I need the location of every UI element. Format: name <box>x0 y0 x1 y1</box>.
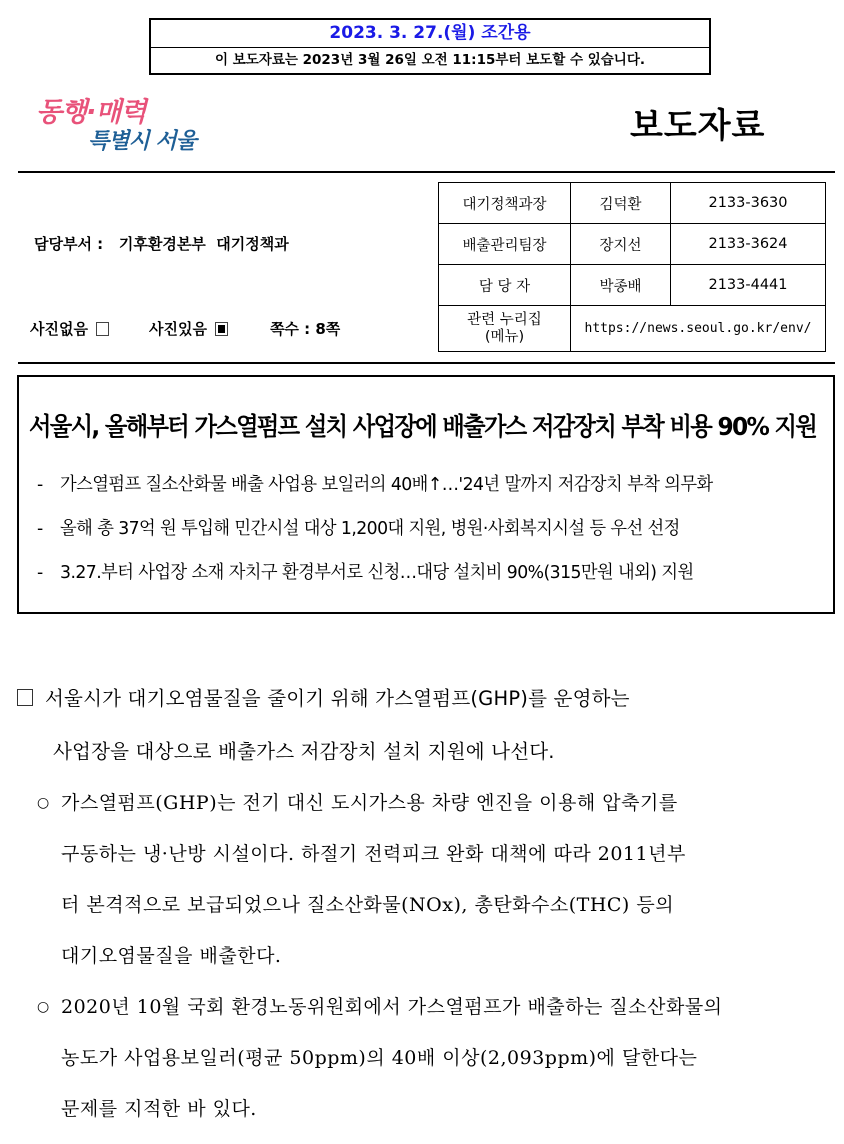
lead-line: 서울시가 대기오염물질을 줄이기 위해 가스열펌프(GHP)를 운영하는 <box>45 687 630 710</box>
department-value: 기후환경본부 대기정책과 <box>118 235 289 253</box>
contact-role: 배출관리팀장 <box>439 224 571 265</box>
bullet-line: 가스열펌프(GHP)는 전기 대신 도시가스용 차량 엔진을 이용해 압축기를 <box>61 792 678 814</box>
table-row <box>439 183 826 224</box>
table-row <box>439 306 826 352</box>
contact-name: 장지선 <box>571 224 671 265</box>
summary-point-text: 3.27.부터 사업장 소재 자치구 환경부서로 신청…대당 설치비 90%(315만원 내외) 지원 <box>60 562 694 583</box>
circle-bullet-icon: ○ <box>37 795 50 811</box>
header-divider-bottom <box>18 362 835 364</box>
photo-info <box>30 318 340 339</box>
contact-name: 김덕환 <box>571 183 671 224</box>
table-row <box>439 265 826 306</box>
related-site-label-line2: (메뉴) <box>484 328 525 345</box>
square-bullet-icon <box>17 689 33 706</box>
embargo-date: 2023. 3. 27.(월) 조간용 <box>151 20 709 48</box>
logo-line1: 동행·매력 <box>36 97 146 128</box>
bullet-line: 2020년 10월 국회 환경노동위원회에서 가스열펌프가 배출하는 질소산화물의 <box>61 996 723 1018</box>
related-site-label-line1: 관련 누리집 <box>467 311 542 328</box>
bullet-line: 농도가 사업용보일러(평균 50ppm)의 40배 이상(2,093ppm)에 달한다는 <box>61 1047 698 1069</box>
body-text <box>17 672 827 1135</box>
dash-marker: - <box>37 562 43 583</box>
with-photo-label: 사진있음 <box>148 320 207 338</box>
no-photo-checkbox-icon <box>96 322 109 336</box>
embargo-box <box>149 18 711 75</box>
seoul-logo <box>30 90 230 160</box>
circle-bullet-icon: ○ <box>37 999 50 1015</box>
bullet-paragraph <box>37 982 827 1135</box>
department-info <box>34 233 289 254</box>
contact-role: 대기정책과장 <box>439 183 571 224</box>
contacts-table <box>438 182 826 352</box>
logo-line2: 특별시 서울 <box>88 129 196 154</box>
lead-line: 사업장을 대상으로 배출가스 저감장치 설치 지원에 나선다. <box>53 740 555 763</box>
headline: 서울시, 올해부터 가스열펌프 설치 사업장에 배출가스 저감장치 부착 비용 90% 지원 <box>29 412 817 441</box>
dash-marker: - <box>37 474 43 495</box>
embargo-release-time: 이 보도자료는 2023년 3월 26일 오전 11:15부터 보도할 수 있습니다. <box>214 52 645 68</box>
header-divider-top <box>18 171 835 173</box>
bullet-line: 터 본격적으로 보급되었으나 질소산화물(NOx), 총탄화수소(THC) 등의 <box>61 894 675 916</box>
page-count: 쪽수 : 8쪽 <box>269 320 341 338</box>
contact-role: 담 당 자 <box>439 265 571 306</box>
related-site-url[interactable]: https://news.seoul.go.kr/env/ <box>571 306 826 352</box>
document-type-title: 보도자료 <box>630 106 766 146</box>
bullet-line: 문제를 지적한 바 있다. <box>61 1098 257 1120</box>
with-photo-checkbox-icon <box>215 322 228 336</box>
summary-point <box>37 514 680 540</box>
summary-point <box>37 470 713 496</box>
dash-marker: - <box>37 518 43 539</box>
summary-point <box>37 558 694 584</box>
no-photo-label: 사진없음 <box>30 320 88 338</box>
contact-phone: 2133-3630 <box>671 183 826 224</box>
summary-box <box>17 375 835 614</box>
bullet-line: 대기오염물질을 배출한다. <box>61 945 282 967</box>
related-site-label <box>439 306 571 352</box>
department-label: 담당부서 : <box>34 235 104 253</box>
contact-name: 박종배 <box>571 265 671 306</box>
table-row <box>439 224 826 265</box>
contact-phone: 2133-4441 <box>671 265 826 306</box>
bullet-line: 구동하는 냉·난방 시설이다. 하절기 전력피크 완화 대책에 따라 2011년부 <box>61 843 686 865</box>
lead-paragraph <box>17 672 827 778</box>
bullet-paragraph <box>37 778 827 982</box>
summary-point-text: 가스열펌프 질소산화물 배출 사업용 보일러의 40배↑…'24년 말까지 저감장치 부착 의무화 <box>60 474 713 495</box>
contact-phone: 2133-3624 <box>671 224 826 265</box>
summary-point-text: 올해 총 37억 원 투입해 민간시설 대상 1,200대 지원, 병원·사회복지시설 등 우선 선정 <box>60 518 680 539</box>
